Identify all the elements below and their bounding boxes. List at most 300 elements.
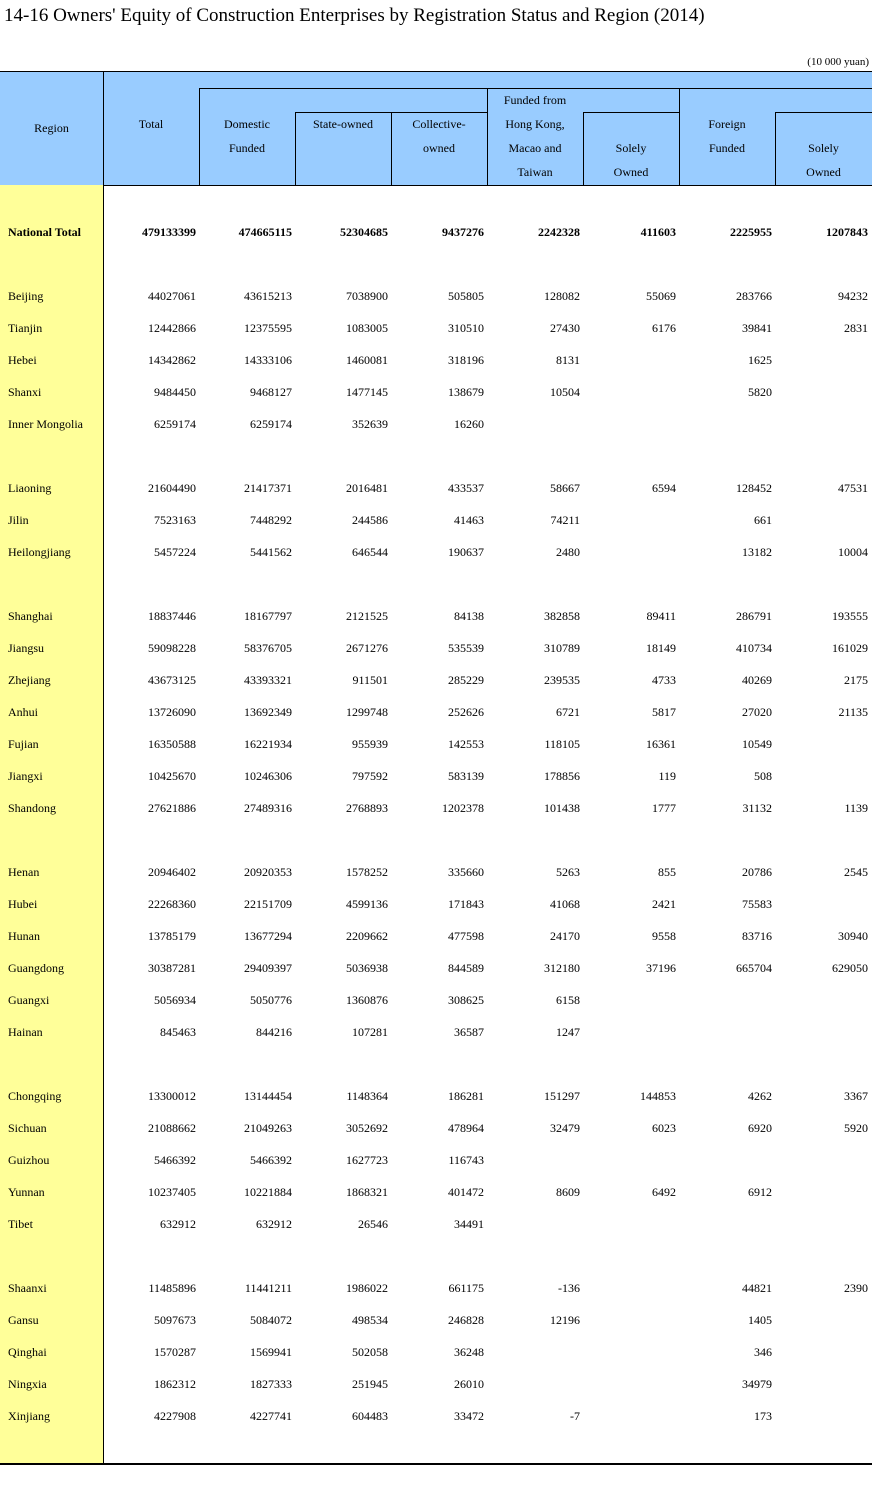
table-row [0,1406,872,1426]
value-cell: 171843 [448,897,484,911]
value-cell: 661175 [448,1281,484,1295]
header-foreign-solely-line1: Solely [808,141,839,155]
value-cell: 632912 [160,1217,196,1231]
table-row [0,286,872,306]
value-cell: 20786 [742,865,772,879]
value-cell: 30387281 [148,961,196,975]
value-cell: 1986022 [346,1281,388,1295]
value-cell: 911501 [352,673,388,687]
value-cell: 844216 [256,1025,292,1039]
region-column [0,185,103,1463]
value-cell: 1862312 [154,1377,196,1391]
value-cell: 9484450 [154,385,196,399]
value-cell: 5441562 [250,545,292,559]
value-cell: 1202378 [442,801,484,815]
value-cell: 12442866 [148,321,196,335]
value-cell: 89411 [646,609,676,623]
table-row [0,926,872,946]
region-name: Shanghai [8,609,53,623]
value-cell: 138679 [448,385,484,399]
value-cell: 6920 [748,1121,772,1135]
header-hkmt-line3: Macao and [508,141,562,155]
value-cell: 1868321 [346,1185,388,1199]
header-domestic [199,112,295,160]
value-cell: 661 [754,513,772,527]
value-cell: 7523163 [154,513,196,527]
value-cell: 128082 [544,289,580,303]
value-cell: 308625 [448,993,484,1007]
value-cell: 6594 [652,481,676,495]
value-cell: 40269 [742,673,772,687]
value-cell: 844589 [448,961,484,975]
table-row [0,702,872,722]
region-name: Shanxi [8,385,42,399]
value-cell: 21135 [838,705,868,719]
region-name: Jilin [8,513,29,527]
value-cell: 498534 [352,1313,388,1327]
region-name: Guangdong [8,961,64,975]
value-cell: 285229 [448,673,484,687]
value-cell: 8131 [556,353,580,367]
value-cell: 3367 [844,1089,868,1103]
value-cell: 1477145 [346,385,388,399]
value-cell: 508 [754,769,772,783]
value-cell: 173 [754,1409,772,1423]
table-row [0,542,872,562]
region-name: Zhejiang [8,673,51,687]
region-name: Shaanxi [8,1281,47,1295]
header-hkmt-solely-line1: Solely [615,141,647,155]
table-row [0,766,872,786]
value-cell: 1139 [844,801,868,815]
value-cell: 193555 [832,609,868,623]
value-cell: 11441211 [244,1281,292,1295]
region-name: Hebei [8,353,37,367]
value-cell: 14342862 [148,353,196,367]
header-domestic-line2: Funded [229,141,265,155]
table-row [0,670,872,690]
table-row [0,1214,872,1234]
value-cell: 1625 [748,353,772,367]
region-name: Tibet [8,1217,33,1231]
region-name: Tianjin [8,321,43,335]
header-foreign [679,112,775,160]
value-cell: 13726090 [148,705,196,719]
region-name: Guizhou [8,1153,50,1167]
table-row [0,382,872,402]
value-cell: 335660 [448,865,484,879]
table-row [0,734,872,754]
value-cell: 2225955 [730,225,772,239]
value-cell: 1827333 [250,1377,292,1391]
table-row [0,414,872,434]
table-row [0,990,872,1010]
value-cell: 29409397 [244,961,292,975]
value-cell: 58376705 [244,641,292,655]
value-cell: 1083005 [346,321,388,335]
value-cell: 27020 [742,705,772,719]
table-row [0,862,872,882]
value-cell: 2768893 [346,801,388,815]
value-cell: 27430 [550,321,580,335]
region-name: Ningxia [8,1377,47,1391]
header-foreign-solely-line2: Owned [806,165,841,179]
value-cell: 1405 [748,1313,772,1327]
value-cell: 797592 [352,769,388,783]
value-cell: -136 [558,1281,580,1295]
header-subgroup-line-2 [583,112,679,113]
value-cell: 1570287 [154,1345,196,1359]
value-cell: 2390 [844,1281,868,1295]
value-cell: 2671276 [346,641,388,655]
value-cell: 845463 [160,1025,196,1039]
value-cell: 39841 [742,321,772,335]
header-collective-line2: owned [423,141,455,155]
value-cell: 2545 [844,865,868,879]
value-cell: 13144454 [244,1089,292,1103]
value-cell: 32479 [550,1121,580,1135]
value-cell: 629050 [832,961,868,975]
value-cell: 43393321 [244,673,292,687]
header-state-owned: State-owned [313,117,373,131]
value-cell: 18149 [646,641,676,655]
value-cell: 310510 [448,321,484,335]
region-name: Hainan [8,1025,43,1039]
value-cell: 144853 [640,1089,676,1103]
value-cell: 26010 [454,1377,484,1391]
value-cell: 43615213 [244,289,292,303]
value-cell: 116743 [448,1153,484,1167]
value-cell: 2209662 [346,929,388,943]
value-cell: 474665115 [238,225,292,239]
table-row [0,1374,872,1394]
header-foreign-line2: Funded [709,141,745,155]
value-cell: 9558 [652,929,676,943]
total-row [0,222,872,242]
value-cell: 1247 [556,1025,580,1039]
value-cell: 5820 [748,385,772,399]
value-cell: 151297 [544,1089,580,1103]
header-subgroup-line-3 [775,112,872,113]
value-cell: 75583 [742,897,772,911]
table-row [0,1310,872,1330]
value-cell: 161029 [832,641,868,655]
value-cell: 107281 [352,1025,388,1039]
region-name: Hunan [8,929,40,943]
value-cell: 5466392 [154,1153,196,1167]
region-name: Chongqing [8,1089,62,1103]
value-cell: 10004 [838,545,868,559]
header-collective-line1: Collective- [412,117,466,131]
value-cell: 352639 [352,417,388,431]
region-name: National Total [8,225,82,239]
value-cell: 9468127 [250,385,292,399]
value-cell: 2121525 [346,609,388,623]
value-cell: 58667 [550,481,580,495]
header-collective [391,112,487,160]
table-row [0,638,872,658]
table-row [0,1342,872,1362]
region-name: Sichuan [8,1121,47,1135]
region-name: Jiangxi [8,769,43,783]
table-title: 14-16 Owners' Equity of Construction Enterprises by Registration Status and Region (2014) [4,5,705,26]
value-cell: 190637 [448,545,484,559]
region-name: Liaoning [8,481,52,495]
value-cell: 479133399 [142,225,196,239]
region-name: Gansu [8,1313,39,1327]
table-row [0,1118,872,1138]
value-cell: 2242328 [538,225,580,239]
value-cell: 239535 [544,673,580,687]
value-cell: 21604490 [148,481,196,495]
value-cell: 83716 [742,929,772,943]
value-cell: 955939 [352,737,388,751]
value-cell: 84138 [454,609,484,623]
value-cell: 44821 [742,1281,772,1295]
header-foreign-line1: Foreign [708,117,746,131]
table-row [0,894,872,914]
value-cell: 26546 [358,1217,388,1231]
value-cell: 43673125 [148,673,196,687]
value-cell: 7448292 [250,513,292,527]
value-cell: 246828 [448,1313,484,1327]
value-cell: 16350588 [148,737,196,751]
value-cell: 30940 [838,929,868,943]
value-cell: 31132 [742,801,772,815]
header-foreign-solely [775,136,872,184]
value-cell: 410734 [736,641,772,655]
value-cell: 41463 [454,513,484,527]
value-cell: 12196 [550,1313,580,1327]
header-hkmt-line2: Hong Kong, [505,117,565,131]
value-cell: 346 [754,1345,772,1359]
value-cell: 37196 [646,961,676,975]
value-cell: 3052692 [346,1121,388,1135]
value-cell: 10504 [550,385,580,399]
value-cell: 94232 [838,289,868,303]
value-cell: 10221884 [244,1185,292,1199]
value-cell: 13692349 [244,705,292,719]
value-cell: 16221934 [244,737,292,751]
region-name: Yunnan [8,1185,45,1199]
value-cell: 5050776 [250,993,292,1007]
value-cell: 310789 [544,641,580,655]
value-cell: 505805 [448,289,484,303]
value-cell: 74211 [550,513,580,527]
value-cell: 251945 [352,1377,388,1391]
value-cell: 1578252 [346,865,388,879]
table-row [0,318,872,338]
value-cell: 6721 [556,705,580,719]
value-cell: 22151709 [244,897,292,911]
region-name: Guangxi [8,993,50,1007]
value-cell: 13300012 [148,1089,196,1103]
table-row [0,1022,872,1042]
value-cell: 1360876 [346,993,388,1007]
table-row [0,1086,872,1106]
value-cell: 433537 [448,481,484,495]
value-cell: 318196 [448,353,484,367]
value-cell: 10425670 [148,769,196,783]
region-name: Shandong [8,801,56,815]
value-cell: 10237405 [148,1185,196,1199]
value-cell: 13677294 [244,929,292,943]
table-row [0,510,872,530]
value-cell: 1627723 [346,1153,388,1167]
region-name: Beijing [8,289,44,303]
table-row [0,798,872,818]
value-cell: 5097673 [154,1313,196,1327]
value-cell: 1777 [652,801,676,815]
table-row [0,350,872,370]
value-cell: 4227741 [250,1409,292,1423]
value-cell: 244586 [352,513,388,527]
value-cell: 59098228 [148,641,196,655]
region-name: Qinghai [8,1345,47,1359]
value-cell: 1148364 [346,1089,388,1103]
value-cell: 14333106 [244,353,292,367]
value-cell: 7038900 [346,289,388,303]
value-cell: 855 [658,865,676,879]
table-row [0,478,872,498]
value-cell: 1299748 [346,705,388,719]
unit-note: (10 000 yuan) [807,56,869,68]
value-cell: 1207843 [826,225,868,239]
header-hkmt-solely [583,136,679,184]
value-cell: 8609 [556,1185,580,1199]
value-cell: 4733 [652,673,676,687]
value-cell: 34979 [742,1377,772,1391]
value-cell: 604483 [352,1409,388,1423]
value-cell: 6912 [748,1185,772,1199]
value-cell: 632912 [256,1217,292,1231]
value-cell: 646544 [352,545,388,559]
value-cell: 6158 [556,993,580,1007]
header-hkmt-line4: Taiwan [517,165,553,179]
value-cell: 283766 [736,289,772,303]
value-cell: 24170 [550,929,580,943]
value-cell: 178856 [544,769,580,783]
value-cell: 2175 [844,673,868,687]
value-cell: 5084072 [250,1313,292,1327]
value-cell: 5457224 [154,545,196,559]
value-cell: 477598 [448,929,484,943]
value-cell: 16361 [646,737,676,751]
value-cell: 5056934 [154,993,196,1007]
value-cell: 4599136 [346,897,388,911]
region-name: Hubei [8,897,38,911]
value-cell: 18837446 [148,609,196,623]
value-cell: 4262 [748,1089,772,1103]
value-cell: 2016481 [346,481,388,495]
value-cell: 10549 [742,737,772,751]
value-cell: 20920353 [244,865,292,879]
value-cell: 1569941 [250,1345,292,1359]
value-cell: 18167797 [244,609,292,623]
table-row [0,1150,872,1170]
value-cell: 13182 [742,545,772,559]
value-cell: 128452 [736,481,772,495]
value-cell: 41068 [550,897,580,911]
value-cell: 20946402 [148,865,196,879]
value-cell: 535539 [448,641,484,655]
value-cell: 13785179 [148,929,196,943]
value-cell: 5920 [844,1121,868,1135]
header-hkmt-line1: Funded from [503,93,567,107]
value-cell: 12375595 [244,321,292,335]
value-cell: 6492 [652,1185,676,1199]
header-total: Total [138,117,164,131]
value-cell: 119 [658,769,676,783]
value-cell: 21088662 [148,1121,196,1135]
region-name: Henan [8,865,40,879]
value-cell: 101438 [544,801,580,815]
value-cell: 36587 [454,1025,484,1039]
value-cell: 55069 [646,289,676,303]
value-cell: 10246306 [244,769,292,783]
value-cell: -7 [570,1409,580,1423]
value-cell: 44027061 [148,289,196,303]
value-cell: 2831 [844,321,868,335]
value-cell: 27489316 [244,801,292,815]
value-cell: 27621886 [148,801,196,815]
value-cell: 16260 [454,417,484,431]
header-hkmt [487,88,583,184]
value-cell: 583139 [448,769,484,783]
value-cell: 502058 [352,1345,388,1359]
value-cell: 5817 [652,705,676,719]
value-cell: 34491 [454,1217,484,1231]
region-name: Anhui [8,705,38,719]
region-name: Inner Mongolia [8,417,83,431]
region-name: Heilongjiang [8,545,71,559]
value-cell: 382858 [544,609,580,623]
value-cell: 52304685 [340,225,388,239]
table-row [0,1182,872,1202]
value-cell: 252626 [448,705,484,719]
header-domestic-line1: Domestic [224,117,270,131]
value-cell: 411603 [640,225,676,239]
value-cell: 5466392 [250,1153,292,1167]
value-cell: 2421 [652,897,676,911]
header-hkmt-solely-line2: Owned [613,165,649,179]
value-cell: 312180 [544,961,580,975]
region-name: Jiangsu [8,641,44,655]
value-cell: 47531 [838,481,868,495]
value-cell: 22268360 [148,897,196,911]
value-cell: 6176 [652,321,676,335]
value-cell: 21049263 [244,1121,292,1135]
region-name: Xinjiang [8,1409,50,1423]
value-cell: 5036938 [346,961,388,975]
value-cell: 401472 [448,1185,484,1199]
value-cell: 21417371 [244,481,292,495]
table-row [0,1278,872,1298]
header-region: Region [34,121,69,135]
value-cell: 33472 [454,1409,484,1423]
value-cell: 5263 [556,865,580,879]
value-cell: 665704 [736,961,772,975]
value-cell: 11485896 [148,1281,196,1295]
value-cell: 9437276 [442,225,484,239]
value-cell: 6259174 [154,417,196,431]
table-row [0,606,872,626]
value-cell: 6259174 [250,417,292,431]
value-cell: 478964 [448,1121,484,1135]
region-name: Fujian [8,737,39,751]
value-cell: 2480 [556,545,580,559]
value-cell: 142553 [448,737,484,751]
